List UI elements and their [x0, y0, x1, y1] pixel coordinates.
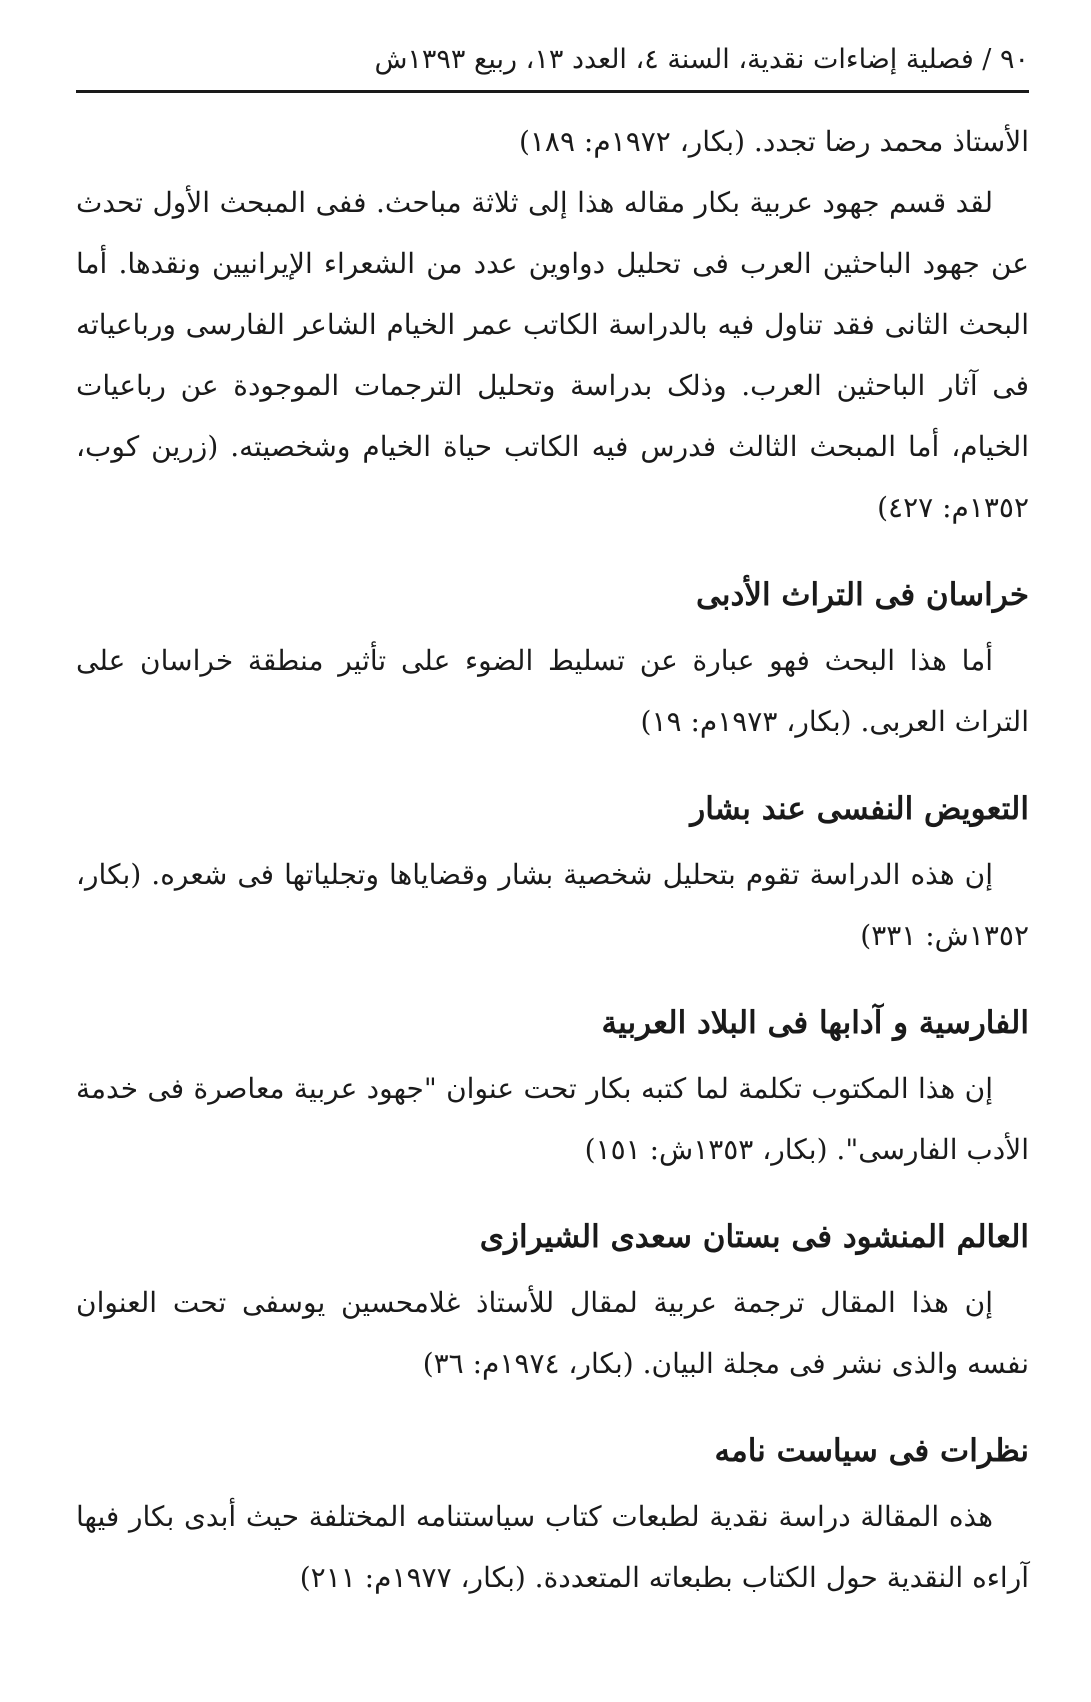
- section-heading-siyasatnameh: نظرات فى سياست نامه: [714, 1433, 1029, 1469]
- section-body-saadi-bustan: إن هذا المقال ترجمة عربية لمقال للأستاذ غلامحسين يوسفى تحت العنوان نفسه والذى نشر فى مجلة البيان. (بكار، ١٩٧٤م: ٣٦): [76, 1286, 1029, 1380]
- page-content: [76, 111, 1029, 1608]
- intro-paragraph-1: الأستاذ محمد رضا تجدد. (بكار، ١٩٧٢م: ١٨٩): [518, 125, 1029, 158]
- document-page: [76, 40, 1029, 1682]
- section-heading-khorasan: خراسان فى التراث الأدبى: [696, 577, 1029, 613]
- intro-paragraph-2: لقد قسم جهود عربية بكار مقاله هذا إلى ثلاثة مباحث. ففى المبحث الأول تحدث عن جهود الباحثين العرب فى تحليل دواوين عدد من الشعراء الإيرانيين ونقدها. أما البحث الثانى فقد تناول فيه بالدراسة الكاتب عمر الخيام الشاعر الفارسى ورباعياته فى آثار الباحثين العرب. وذلک بدراسة وتحليل الترجمات الموجودة عن رباعيات الخيام، أما المبحث الثالث فدرس فيه الكاتب حياة الخيام وشخصيته. (زرين كوب، ١٣٥٢م: ٤٢٧): [76, 186, 1029, 524]
- section-body-khorasan: أما هذا البحث فهو عبارة عن تسليط الضوء على تأثير منطقة خراسان على التراث العربى. (بكار، ١٩٧٣م: ١٩): [76, 644, 1029, 738]
- section-body-siyasatnameh: هذه المقالة دراسة نقدية لطبعات كتاب سياستنامه المختلفة حيث أبدى بكار فيها آراءه النقدية حول الكتاب بطبعاته المتعددة. (بكار، ١٩٧٧م: ٢١١): [76, 1500, 1029, 1594]
- running-header: ٩٠ / فصلية إضاءات نقدية، السنة ٤، العدد ١٣، ربيع ١٣٩٣ش: [76, 40, 1029, 93]
- section-heading-persian-literature: الفارسية و آدابها فى البلاد العربية: [601, 1005, 1029, 1041]
- section-heading-saadi-bustan: العالم المنشود فى بستان سعدى الشيرازى: [479, 1219, 1029, 1255]
- section-body-persian-literature: إن هذا المكتوب تكلمة لما كتبه بكار تحت عنوان "جهود عربية معاصرة فى خدمة الأدب الفارسى". (بكار، ١٣٥٣ش: ١٥١): [76, 1072, 1029, 1166]
- section-body-bashar: إن هذه الدراسة تقوم بتحليل شخصية بشار وقضاياها وتجلياتها فى شعره. (بكار، ١٣٥٢ش: ٣٣١): [76, 858, 1029, 952]
- section-heading-bashar: التعويض النفسى عند بشار: [690, 791, 1029, 827]
